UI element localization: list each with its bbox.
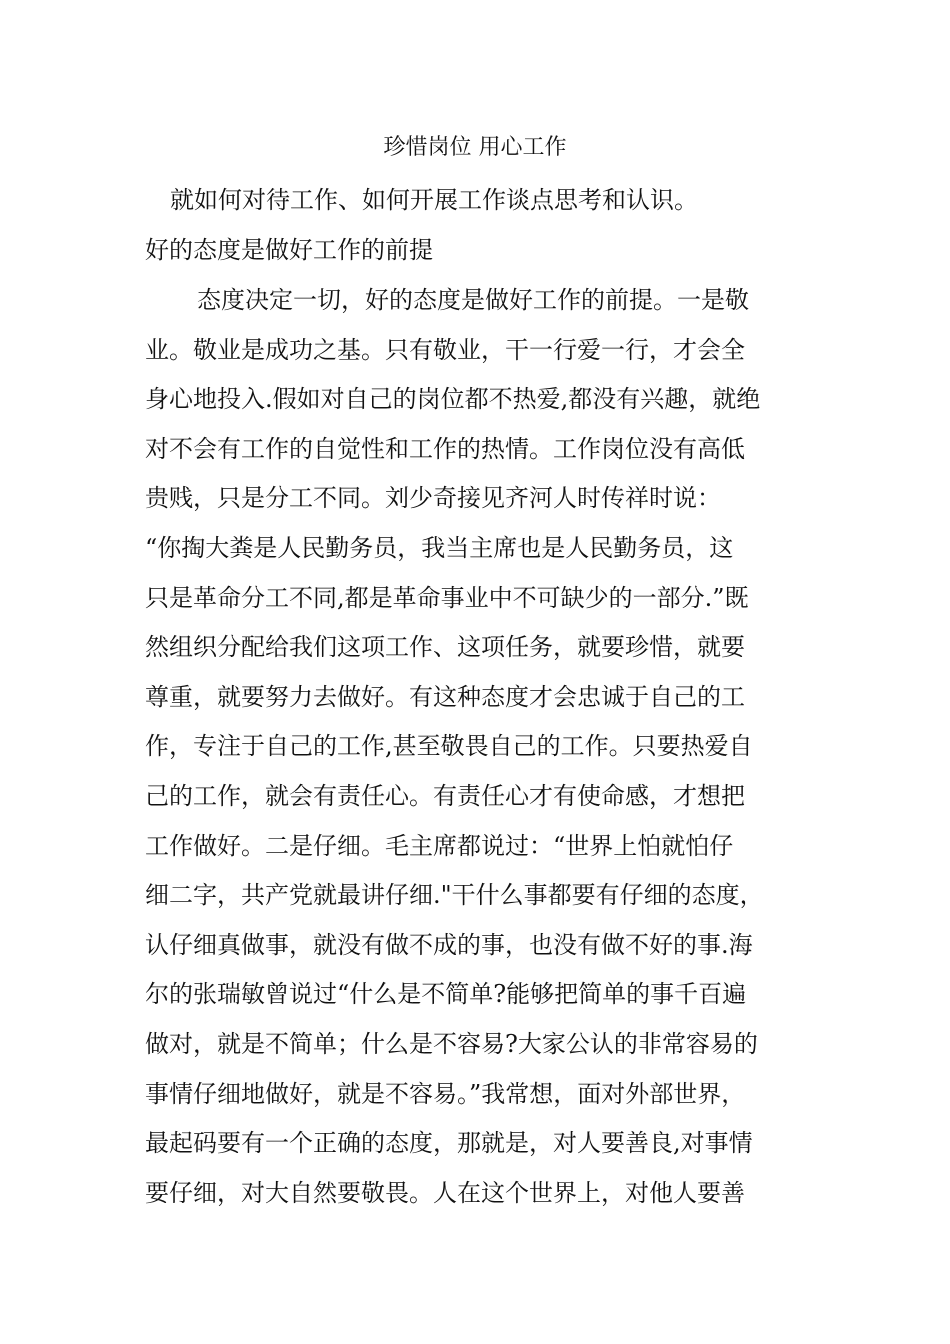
body-line: 认仔细真做事，就没有做不成的事，也没有做不好的事.海 (145, 930, 753, 959)
document-title: 珍惜岗位 用心工作 (383, 135, 567, 160)
body-line: 事情仔细地做好，就是不容易。”我常想，面对外部世界， (145, 1079, 746, 1108)
body-line: 作，专注于自己的工作,甚至敬畏自己的工作。只要热爱自 (145, 732, 753, 761)
body-line: 尔的张瑞敏曾说过“什么是不简单?能够把简单的事千百遍 (145, 980, 747, 1009)
body-line: “你掏大粪是人民勤务员，我当主席也是人民勤务员，这 (145, 533, 734, 562)
body-line: 尊重，就要努力去做好。有这种态度才会忠诚于自己的工 (145, 682, 745, 711)
body-line: 己的工作，就会有责任心。有责任心才有使命感，才想把 (145, 781, 745, 810)
document-subtitle: 就如何对待工作、如何开展工作谈点思考和认识。 (170, 186, 698, 214)
body-line: 贵贱，只是分工不同。刘少奇接见齐河人时传祥时说： (145, 484, 721, 513)
body-line: 然组织分配给我们这项工作、这项任务，就要珍惜，就要 (145, 633, 745, 662)
body-line: 要仔细，对大自然要敬畏。人在这个世界上，对他人要善 (145, 1178, 745, 1207)
body-line: 最起码要有一个正确的态度，那就是，对人要善良,对事情 (145, 1129, 753, 1158)
body-line: 对不会有工作的自觉性和工作的热情。工作岗位没有高低 (145, 434, 745, 463)
body-line: 做对，就是不简单；什么是不容易?大家公认的非常容易的 (145, 1029, 758, 1058)
body-line: 身心地投入.假如对自己的岗位都不热爱,都没有兴趣，就绝 (145, 385, 761, 414)
body-line: 细二字，共产党就最讲仔细."干什么事都要有仔细的态度， (145, 881, 764, 910)
body-line: 只是革命分工不同,都是革命事业中不可缺少的一部分.”既 (145, 583, 749, 612)
body-line: 业。敬业是成功之基。只有敬业，干一行爱一行，才会全 (145, 335, 745, 364)
section-heading: 好的态度是做好工作的前提 (145, 236, 433, 264)
body-text (145, 283, 810, 1225)
body-line: 态度决定一切，好的态度是做好工作的前提。一是敬 (197, 286, 749, 314)
body-line: 工作做好。二是仔细。毛主席都说过：“世界上怕就怕仔 (145, 831, 734, 860)
